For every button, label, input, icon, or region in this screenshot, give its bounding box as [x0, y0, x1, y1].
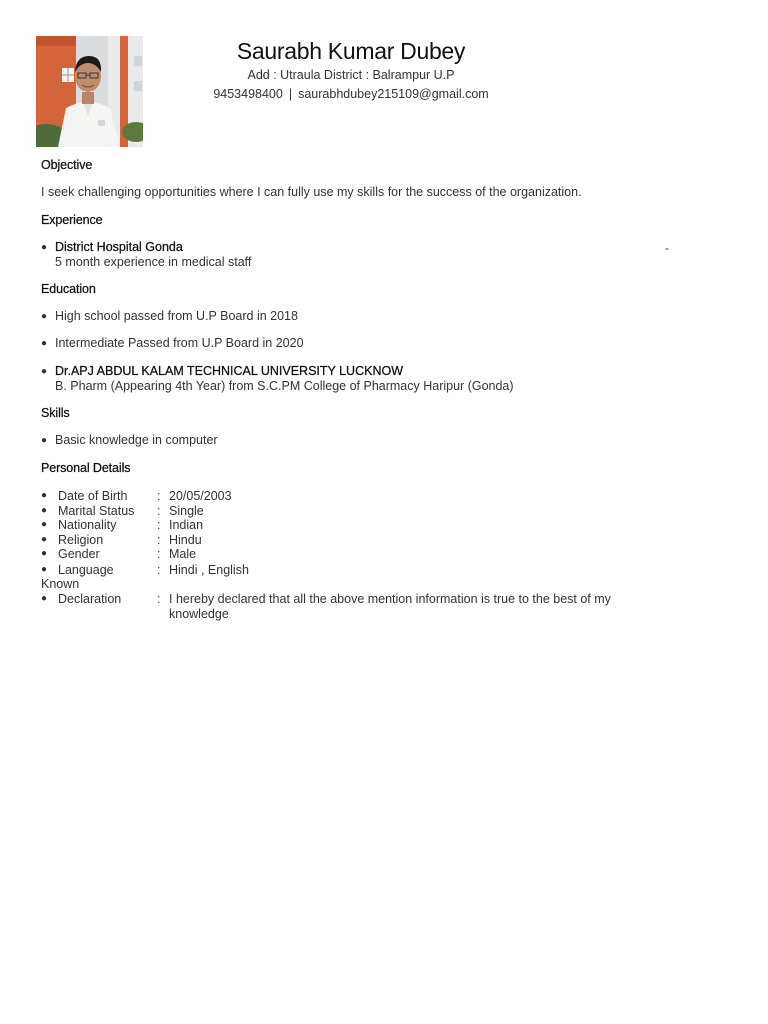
bullet-icon: ● [41, 548, 48, 559]
personal-colon: : [157, 504, 161, 518]
bullet-icon: ● [41, 534, 48, 545]
candidate-name: Saurabh Kumar Dubey [236, 38, 466, 64]
personal-label: Religion [58, 533, 104, 547]
profile-photo [36, 36, 143, 147]
personal-label: Declaration [58, 592, 122, 606]
personal-value: Hindi , English [169, 563, 249, 577]
personal-value: Single [169, 504, 204, 518]
education-item [41, 364, 514, 394]
university-name: Dr.APJ ABDUL KALAM TECHNICAL UNIVERSITY LUCKNOW [55, 364, 403, 378]
personal-label: Marital Status [58, 504, 135, 518]
degree-detail: B. Pharm (Appearing 4th Year) from S.C.PM College of Pharmacy Haripur (Gonda) [55, 379, 514, 393]
personal-colon: : [157, 563, 161, 577]
personal-colon: : [157, 489, 161, 503]
phone-number: 9453498400 [213, 87, 283, 101]
experience-org: District Hospital Gonda [55, 240, 183, 254]
education-text: High school passed from U.P Board in 2018 [55, 309, 298, 323]
personal-value: Male [169, 547, 197, 561]
personal-colon: : [157, 518, 161, 532]
personal-value: Hindu [169, 533, 202, 547]
objective-heading: Objective [41, 158, 93, 172]
bullet-icon: ● [41, 593, 48, 604]
experience-detail: 5 month experience in medical staff [55, 255, 252, 269]
personal-colon: : [157, 533, 161, 547]
education-heading: Education [41, 282, 96, 296]
contact-line [150, 85, 552, 104]
personal-colon: : [157, 592, 161, 606]
bullet-icon: ● [41, 435, 48, 446]
education-item [41, 309, 298, 324]
skill-text: Basic knowledge in computer [55, 433, 218, 447]
bullet-icon: ● [41, 505, 48, 516]
experience-heading: Experience [41, 213, 103, 227]
experience-dash: - [665, 241, 669, 255]
experience-item [41, 240, 251, 270]
education-item [41, 336, 304, 351]
personal-value: Indian [169, 518, 204, 532]
bullet-icon: ● [41, 564, 48, 575]
personal-label: Gender [58, 547, 100, 561]
bullet-icon: ● [41, 338, 48, 349]
bullet-icon: ● [41, 519, 48, 530]
language-label-continuation: Known [41, 577, 80, 591]
declaration-text: I hereby declared that all the above mention information is true to the best of my knowledge [169, 592, 611, 621]
personal-value: 20/05/2003 [169, 489, 232, 503]
bullet-icon: ● [41, 311, 48, 322]
skills-heading: Skills [41, 406, 70, 420]
personal-details-heading: Personal Details [41, 461, 131, 475]
objective-text: I seek challenging opportunities where I can fully use my skills for the success of the organization. [41, 185, 582, 199]
personal-label: Date of Birth [58, 489, 128, 503]
personal-colon: : [157, 547, 161, 561]
bullet-icon: ● [41, 366, 48, 377]
bullet-icon: ● [41, 490, 48, 501]
personal-label: Language [58, 563, 114, 577]
skill-item [41, 433, 218, 448]
contact-separator: | [288, 87, 293, 101]
email-address: saurabhdubey215109@gmail.com [298, 87, 489, 101]
education-text: Intermediate Passed from U.P Board in 2020 [55, 336, 304, 350]
personal-label: Nationality [58, 518, 117, 532]
resume-header [150, 36, 552, 104]
bullet-icon: ● [41, 242, 48, 253]
address-line: Add : Utraula District : Balrampur U.P [247, 68, 455, 82]
